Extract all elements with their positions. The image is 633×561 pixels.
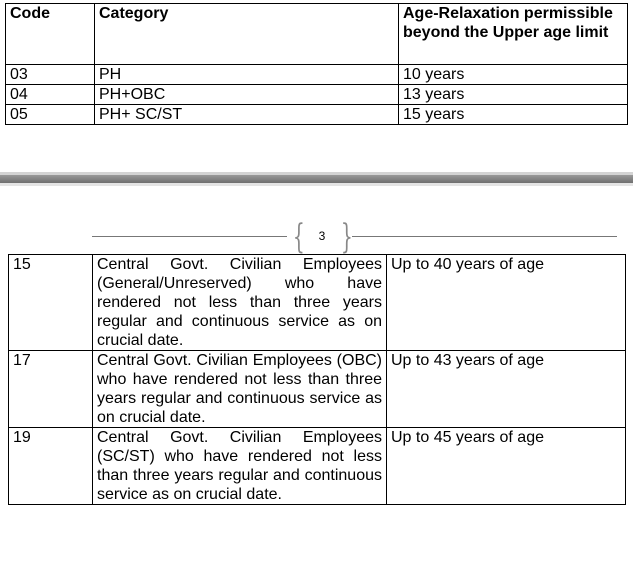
cell-relaxation: Up to 43 years of age bbox=[387, 351, 626, 428]
page-number-rule-right bbox=[352, 236, 617, 237]
cell-relaxation: 10 years bbox=[399, 65, 628, 85]
cell-category: PH+ SC/ST bbox=[95, 105, 399, 125]
cell-relaxation: 15 years bbox=[399, 105, 628, 125]
page-number: 3 bbox=[318, 229, 326, 243]
table-row bbox=[6, 105, 628, 125]
header-code: Code bbox=[6, 4, 95, 65]
header-category: Category bbox=[95, 4, 399, 65]
cell-category: Central Govt. Civilian Employees (General/Unreserved) who have rendered not less than three years regular and continuous service as on crucial date. bbox=[93, 255, 387, 351]
cell-code: 17 bbox=[9, 351, 93, 428]
cell-category: PH bbox=[95, 65, 399, 85]
cell-category: PH+OBC bbox=[95, 85, 399, 105]
cell-category: Central Govt. Civilian Employees (OBC) who have rendered not less than three years regular and continuous service as on crucial date. bbox=[93, 351, 387, 428]
table-row bbox=[9, 351, 626, 428]
table-row bbox=[9, 255, 626, 351]
page-number-rule-left bbox=[92, 236, 287, 237]
cell-relaxation: Up to 45 years of age bbox=[387, 428, 626, 505]
page-break-divider-shadow bbox=[0, 183, 633, 186]
cell-relaxation: 13 years bbox=[399, 85, 628, 105]
cell-relaxation: Up to 40 years of age bbox=[387, 255, 626, 351]
header-age-relaxation: Age-Relaxation permissible beyond the Upper age limit bbox=[399, 4, 628, 65]
right-brace-icon: } bbox=[340, 217, 353, 257]
cell-code: 05 bbox=[6, 105, 95, 125]
table-header-row bbox=[6, 4, 628, 65]
cell-code: 03 bbox=[6, 65, 95, 85]
page-break-divider bbox=[0, 175, 633, 183]
cell-code: 19 bbox=[9, 428, 93, 505]
table-row bbox=[9, 428, 626, 505]
cell-code: 15 bbox=[9, 255, 93, 351]
age-relaxation-table-bottom bbox=[8, 254, 626, 505]
age-relaxation-table-top bbox=[5, 3, 628, 125]
cell-category: Central Govt. Civilian Employees (SC/ST) who have rendered not less than three years regular and continuous service as on crucial date. bbox=[93, 428, 387, 505]
table-row bbox=[6, 85, 628, 105]
table-row bbox=[6, 65, 628, 85]
cell-code: 04 bbox=[6, 85, 95, 105]
left-brace-icon: { bbox=[292, 217, 305, 257]
